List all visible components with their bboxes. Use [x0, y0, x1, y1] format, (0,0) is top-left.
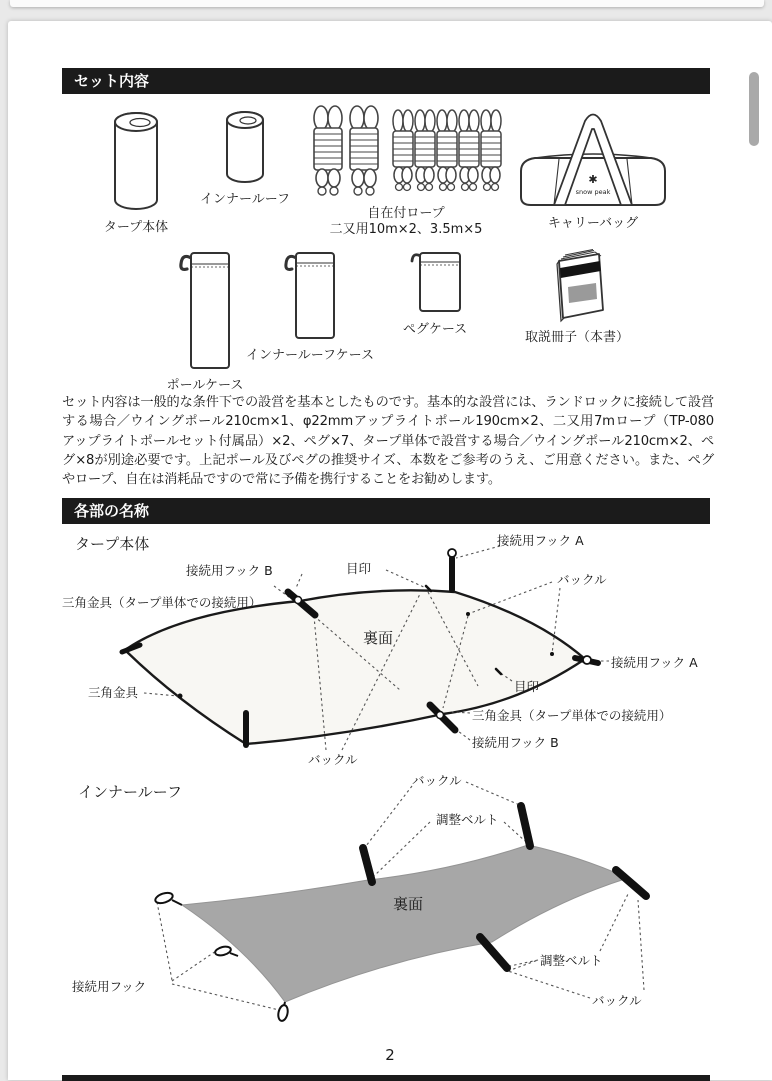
- section-header-set-contents-label: セット内容: [74, 72, 150, 90]
- tarp-label-triangle-full-bottom: 三角金具（タープ単体での接続用）: [472, 708, 672, 723]
- tarp-label-hook-b-top: 接続用フック B: [186, 563, 273, 578]
- inner-label-buckle-top: バックル: [412, 773, 462, 788]
- tarp-label-hook-a-top: 接続用フック A: [497, 533, 584, 548]
- inner-back-side-label: 裏面: [392, 895, 423, 913]
- carry-bag-icon: [513, 109, 673, 209]
- tarp-label-triangle-full-top: 三角金具（タープ単体での接続用）: [62, 595, 262, 610]
- item-ropes-label: 自在付ロープ: [367, 206, 445, 221]
- tarp-label-mark-top: 目印: [346, 561, 372, 576]
- item-inner-roof-label: インナールーフ: [199, 192, 291, 207]
- tarp-back-side-label: 裏面: [362, 629, 393, 647]
- section-header-part-names: [62, 498, 710, 524]
- inner-label-hook: 接続用フック: [72, 979, 147, 994]
- manual-page: [8, 21, 772, 1080]
- inner-roof-title: インナールーフ: [78, 783, 182, 801]
- rope-bundles-icon: [310, 103, 502, 199]
- tarp-label-triangle-left: 三角金具: [88, 685, 139, 700]
- inner-roof-case-icon: [282, 249, 338, 341]
- tarp-roll-small-icon: [224, 109, 266, 185]
- item-carry-bag-label: キャリーバッグ: [547, 216, 639, 231]
- tarp-label-buckle-top: バックル: [557, 572, 607, 587]
- item-ropes: [306, 103, 506, 238]
- section-header-set-contents: [62, 68, 710, 94]
- section-header-part-names-label: 各部の名称: [74, 502, 150, 520]
- inner-label-buckle-bottom: バックル: [592, 993, 642, 1008]
- tarp-label-hook-a-right: 接続用フック A: [611, 655, 698, 670]
- snow-peak-logo-mark: ✱: [588, 173, 598, 186]
- item-carry-bag: [508, 109, 678, 232]
- set-contents-note: セット内容は一般的な条件下での設営を基本としたものです。基本的な設営には、ランドロックに接続して設営する場合／ウイングポール210cm×1、φ22mmアップライトポール190cm×2、二又用7mロープ（TP-080 アップライトポールセット付属品）×2、ペグ×7、タープ単体で設営する場合／ウイングポール210cm×2、ペグ×8が別途必要です。上記ポール及びペグの推奨サイズ、本数をご参考のうえ、ご用意ください。また、ペグやロープ、自在は消耗品ですので常に予備を携行することをお勧めします。: [62, 395, 727, 488]
- item-peg-case: [375, 249, 495, 338]
- item-peg-case-label: ペグケース: [402, 322, 468, 337]
- tarp-roll-large-icon: [112, 109, 160, 213]
- item-inner-roof-case-label: インナールーフケース: [245, 348, 375, 363]
- item-inner-roof-case: [230, 249, 390, 364]
- page-number: 2: [385, 1046, 395, 1064]
- item-tarp-body-label: タープ本体: [103, 220, 169, 235]
- tarp-label-hook-b-bottom: 接続用フック B: [472, 735, 559, 750]
- item-manual-booklet-label: 取説冊子（本書）: [524, 330, 629, 345]
- pole-case-icon: [177, 249, 233, 371]
- inner-label-adjust-belt-top: 調整ベルト: [436, 812, 499, 827]
- tarp-label-mark-right: 目印: [514, 679, 540, 694]
- tarp-body-title: タープ本体: [75, 535, 150, 553]
- next-section-header-edge: [62, 1075, 710, 1081]
- item-manual-booklet: [502, 249, 652, 346]
- item-ropes-sublabel: 二又用10m×2、3.5m×5: [329, 222, 483, 237]
- item-inner-roof: [180, 109, 310, 208]
- peg-case-icon: [408, 249, 462, 315]
- item-pole-case-label: ポールケース: [166, 378, 244, 393]
- manual-booklet-icon: [545, 249, 609, 323]
- snow-peak-logo-text: snow peak: [575, 188, 611, 196]
- inner-label-adjust-belt-bottom: 調整ベルト: [540, 953, 603, 968]
- tarp-label-buckle-bottom: バックル: [308, 752, 358, 767]
- scrollbar-thumb[interactable]: [749, 72, 759, 146]
- item-tarp-body: [76, 109, 196, 236]
- previous-page-edge: [10, 0, 764, 7]
